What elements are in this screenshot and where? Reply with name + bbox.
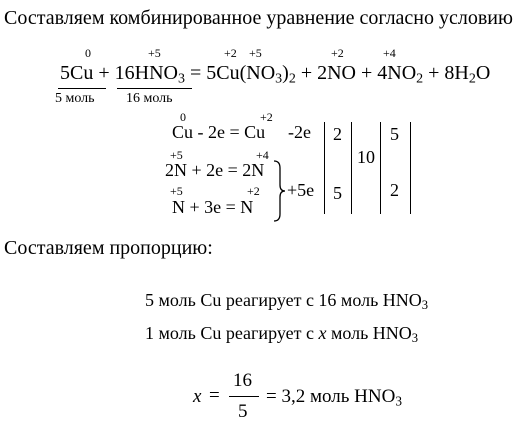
coef-col1-top: 2 [333, 124, 342, 144]
n-electrons: +5e [287, 180, 315, 200]
ox-state-cu: 0 [85, 46, 91, 60]
result-eq: = [209, 385, 220, 406]
moles-hno3: 16 моль [126, 91, 173, 106]
n1-ox-left: +5 [170, 148, 183, 162]
cu-electrons: -2e [288, 122, 311, 142]
products: = $5Cu(NO_3)_2 + 2NO + 4NO_2 + 8H_2O$ [189, 62, 491, 87]
fraction-bar [229, 396, 259, 397]
ox-state-no2: +4 [383, 46, 396, 60]
proportion-line-2: 1 моль Cu реагирует с x моль $HNO_3$ [145, 323, 419, 346]
ox-state-cuno3-n: +5 [249, 46, 262, 60]
n2-half-reaction: N + 3e = N [172, 197, 254, 217]
cu-half-reaction: Cu - 2e = Cu [172, 122, 266, 142]
balance-divider-1 [324, 122, 325, 214]
coef-col3-top: 5 [390, 124, 399, 144]
result-var: x [193, 386, 202, 407]
reactant-hno3: $16HNO_3$ [114, 62, 185, 87]
underline-cu [58, 88, 106, 89]
curly-brace-icon [271, 160, 287, 222]
fraction-denominator: 5 [238, 401, 248, 422]
equation-line [60, 63, 490, 87]
cu-ox-right: +2 [260, 110, 273, 124]
n2-ox-left: +5 [170, 184, 183, 198]
reactant-cu: 5Cu [60, 62, 94, 84]
coef-col1-bottom: 5 [333, 183, 342, 203]
ox-state-no: +2 [331, 46, 344, 60]
lcm-value: 10 [357, 147, 375, 167]
underline-hno3 [117, 88, 192, 89]
proportion-line-1: 5 моль Cu реагирует с 16 моль $HNO_3$ [145, 290, 429, 313]
balance-divider-4 [410, 122, 411, 214]
moles-cu: 5 моль [55, 91, 95, 106]
ox-state-hno3: +5 [148, 46, 161, 60]
balance-divider-2 [351, 122, 352, 214]
cu-ox-left: 0 [180, 110, 186, 124]
n1-half-reaction: 2N + 2e = 2N [165, 160, 265, 180]
result-value: = 3,2 моль $HNO_3$ [266, 386, 402, 409]
coef-col3-bottom: 2 [390, 180, 399, 200]
ox-state-cuno3-cu: +2 [224, 46, 237, 60]
n1-ox-right: +4 [256, 148, 269, 162]
proportion-heading: Составляем пропорцию: [4, 237, 213, 259]
fraction-numerator: 16 [233, 370, 252, 391]
plus-sign: + [98, 62, 110, 84]
intro-text: Составляем комбинированное уравнение согласно условию [4, 7, 513, 29]
balance-divider-3 [380, 122, 381, 214]
n2-ox-right: +2 [247, 184, 260, 198]
